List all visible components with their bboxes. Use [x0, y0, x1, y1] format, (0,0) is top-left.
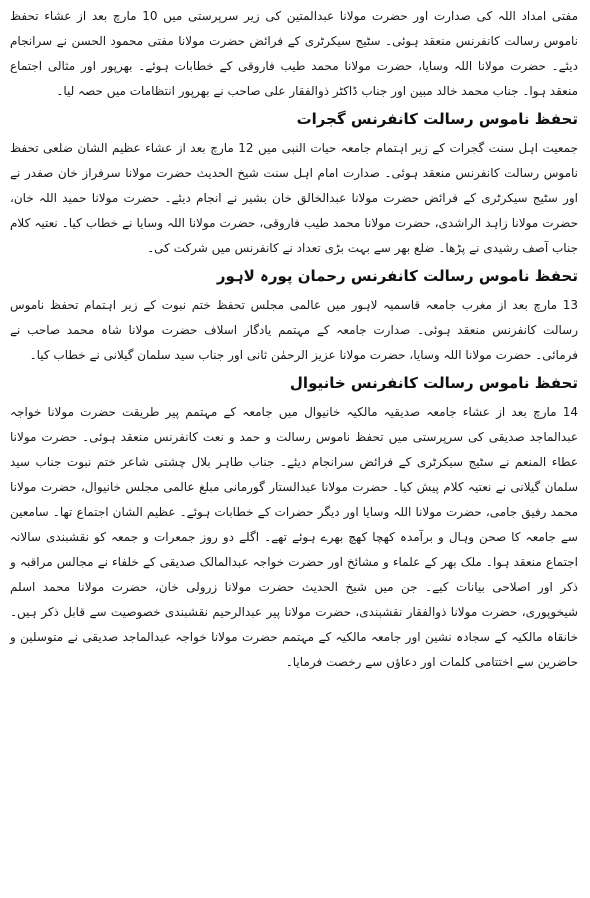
heading-gujrat-conference: تحفظ ناموس رسالت کانفرنس گجرات: [296, 110, 578, 128]
paragraph-rahmanpura-lahore-conference: 13 مارچ بعد از مغرب جامعہ قاسمیہ لاہور میں عالمی مجلس تحفظ ختم نبوت کے زیر اہتمام تحفظ ناموس رسالت کانفرنس منعقد ہوئی۔ صدارت جامعہ کے مہتمم یادگار اسلاف حضرت مولانا شاہ محمد صاحب نے فرمائی۔ حضرت مولانا اللہ وسایا، حضرت مولانا عزیز الرحمٰن ثانی اور جناب سید سلمان گیلانی نے خطاب کیا۔: [10, 298, 578, 362]
paragraph-khanewal-conference: 14 مارچ بعد از عشاء جامعہ صدیقیہ مالکیہ خانیوال میں جامعہ کے مہتمم پیر طریقت حضرت مولانا خواجہ عبدالماجد صدیقی کی سرپرستی میں تحفظ ناموس رسالت و حمد و نعت کانفرنس منعقد ہوئی۔ حضرت مولانا عطاء المنعم نے سٹیج سیکرٹری کے فرائض سرانجام دیئے۔ جناب طاہر بلال چشتی شاعر ختم نبوت جناب سید سلمان گیلانی نے نعتیہ کلام پیش کیا۔ حضرت مولانا عبدالستار گورمانی مبلغ عالمی مجلس خانیوال، حضرت مولانا محمد رفیق جامی، حضرت مولانا اللہ وسایا اور دیگر حضرات کے خطابات ہوئے۔ عظیم الشان اجتماع تھا۔ سامعین سے جامعہ کا صحن وہال و برآمدہ کھچا کھچ بھرے ہوئے تھے۔ اگلے دو روز جمعرات و جمعہ کو نقشبندی سالانہ اجتماع منعقد ہوا۔ ملک بھر کے علماء و مشائخ اور حضرت خواجہ عبدالمالک صدیقی کے خلفاء نے مجالس مراقبہ و ذکر اور اصلاحی بیانات کیے۔ جن میں شیخ الحدیث حضرت مولانا زرولی خان، حضرت مولانا محمد اسلم شیخوپوری، حضرت مولانا ذوالفقار نقشبندی، حضرت مولانا پیر عبدالرحیم نقشبندی خصوصیت سے قابل ذکر ہیں۔ خانقاہ مالکیہ کے سجادہ نشین اور جامعہ مالکیہ کے مہتمم حضرت مولانا خواجہ عبدالماجد صدیقی نے متوسلین و حاضرین سے اختتامی کلمات اور دعاؤں سے رخصت فرمایا۔: [10, 405, 578, 669]
heading-khanewal-conference: تحفظ ناموس رسالت کانفرنس خانیوال: [289, 374, 578, 392]
paragraph-gujrat-conference: جمعیت اہل سنت گجرات کے زیر اہتمام جامعہ حیات النبی میں 12 مارچ بعد از عشاء عظیم الشان ضلعی تحفظ ناموس رسالت کانفرنس منعقد ہوئی۔ صدارت امام اہل سنت شیخ الحدیث حضرت مولانا سرفراز خان صفدر نے اور سٹیج سیکرٹری کے فرائض حضرت مولانا عبدالخالق خان بشیر نے انجام دیئے۔ حضرت مولانا حمید اللہ خان، حضرت مولانا زاہد الراشدی، حضرت مولانا محمد طیب فاروقی، حضرت مولانا اللہ وسایا نے خطاب کیا۔ نعتیہ کلام جناب آصف رشیدی نے پڑھا۔ ضلع بھر سے بہت بڑی تعداد نے کانفرنس میں شرکت کی۔: [10, 141, 579, 255]
paragraph-karachi-conference: مفتی امداد اللہ کی صدارت اور حضرت مولانا عبدالمتین کی زیر سرپرستی میں 10 مارچ بعد از عشاء تحفظ ناموس رسالت کانفرنس منعقد ہوئی۔ سٹیج سیکرٹری کے فرائض حضرت مولانا مفتی محمود الحسن نے سرانجام دیئے۔ حضرت مولانا اللہ وسایا، حضرت مولانا محمد طیب فاروقی کے خطابات ہوئے۔ بھرپور اور مثالی اجتماع منعقد ہوا۔ جناب محمد خالد مبین اور جناب ڈاکٹر ذوالفقار علی صاحب نے بھرپور انتظامات میں حصہ لیا۔: [10, 9, 578, 98]
heading-rahmanpura-lahore-conference: تحفظ ناموس رسالت کانفرنس رحمان پورہ لاہور: [216, 267, 578, 285]
